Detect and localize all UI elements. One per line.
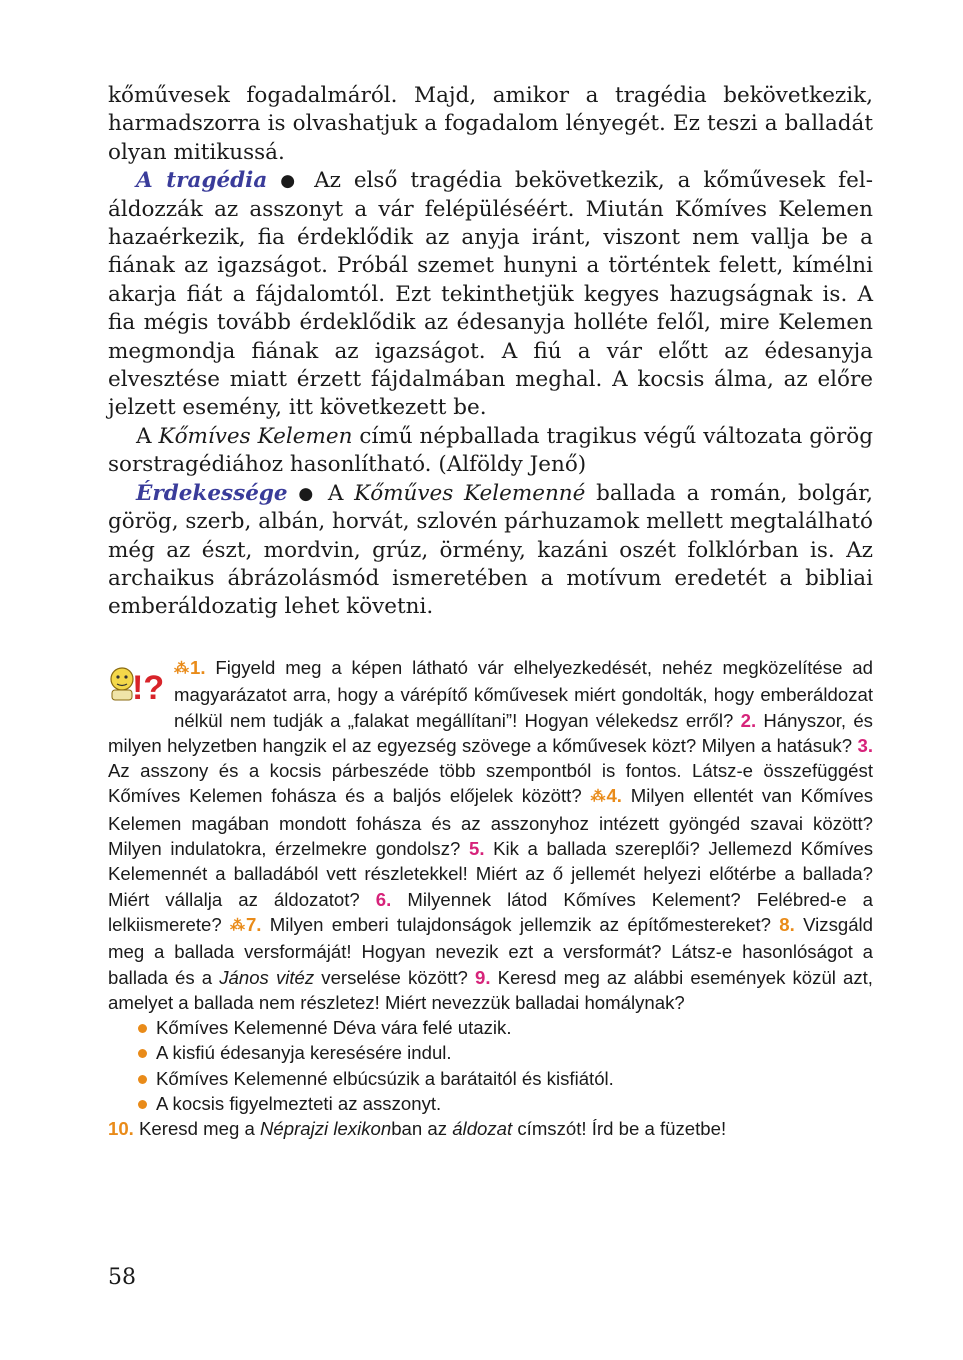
keyword: áldozat (452, 1118, 513, 1140)
task-number: 4. (606, 785, 622, 807)
task-number: 10. (108, 1118, 134, 1140)
task-text: Milyen ellentét van Kőmíves Kelemen magában mondott fohásza és az asszonyhoz intézett gyöngéd szavai között? Milyen indulatokra, érzelmekre gondolsz? (108, 785, 873, 860)
star-icon: ⁂ (174, 660, 187, 677)
task-text: Hányszor, és milyen helyzetben hangzik el az egyezség szövege a kőművesek közt? Milyen a hatásuk? (108, 709, 873, 756)
task-box (108, 655, 873, 1142)
work-title: Kőmíves Kelemen (158, 423, 353, 449)
text-run: A (327, 480, 344, 506)
paragraph (108, 423, 873, 480)
task-text: Milyen emberi tulajdonságok jellemzik az építőmestereket? (269, 913, 771, 935)
task-number: 2. (740, 709, 757, 731)
task-text: Figyeld meg a képen látható vár elhelyezkedését, nehéz megközelítése ad magyarázatot arra, hogy a várépítő kőművesek miért gondolták, hogy emberáldozat nélkül nem tudják a „falakat megállítani”! Hogyan vélekedsz erről? (174, 657, 873, 731)
task-number: 7. (245, 913, 262, 935)
paragraph: kőművesek fogadalmáról. Majd, amikor a tragédia bekövetkezik, harmadszorra is olvashatjuk a fogadalom lényegét. Ez teszi a balladát olyan mitikussá. (108, 83, 873, 165)
task-text: Milyennek látod Kőmíves Kelement? Felébred-e a lelkiismerete? (108, 888, 874, 935)
work-title: János vitéz (219, 966, 315, 988)
bullet-separator: ● (298, 483, 318, 504)
task-text: Keresd meg a (139, 1118, 255, 1140)
list-item: A kisfiú édesanyja keresésére indul. (136, 1040, 873, 1065)
list-item: A kocsis figyelmezteti az asszonyt. (136, 1091, 873, 1116)
task-text: Vizsgáld meg a ballada versformáját! Hogyan nevezik ezt a versformát? Látsz-e hasonlóságot a ballada és a (108, 913, 874, 988)
task-number: 1. (190, 657, 206, 678)
star-icon: ⁂ (590, 788, 604, 806)
work-title: Néprajzi lexikon (259, 1118, 392, 1140)
paragraph (108, 167, 873, 423)
event-list (108, 1015, 873, 1116)
task-text: címszót! Írd be a füzetbe! (517, 1118, 727, 1140)
task-text: Kik a ballada szereplői? Jellemezd Kőmíves Kelemennét a balladából vett részletekkel! Miért az ő jellemét helyezi előtérbe a ballada? Miért vállalja az áldozatot? (108, 838, 874, 910)
tasks-paragraph (108, 655, 873, 1015)
star-icon: ⁂ (229, 916, 243, 934)
bullet-separator: ● (280, 171, 302, 192)
main-text (108, 82, 873, 622)
task-text: ban az (391, 1118, 448, 1140)
task-number: 5. (468, 838, 485, 860)
paragraph (108, 480, 873, 622)
task-text: Az asszony és a kocsis párbeszéde több szempontból is fontos. Látsz-e összefüggést Kőmíves Kelemen fohásza és a baljós előjelek között? (108, 760, 873, 807)
task-number: 9. (475, 966, 491, 988)
tasks-paragraph (108, 1116, 873, 1141)
text-run: című népballada tragikus végű változata görög sorstragédiához hasonlítható. (Alföldy Jenő) (108, 423, 873, 478)
page-number: 58 (108, 1265, 136, 1290)
task-number: 6. (375, 888, 392, 910)
task-number: 8. (779, 913, 795, 935)
text-run: A (136, 423, 152, 449)
task-text: Keresd meg az alábbi események közül azt, amelyet a ballada nem részletez! Miért nevezzük balladai homálynak? (108, 966, 873, 1013)
text-run: ballada a román, bolgár, görög, szerb, albán, horvát, szlovén párhuzamok mellett megtalálható még az észt, mordvin, grúz, örmény, kazáni oszét folklórban is. Az archaikus ábrázolásmód ismeretében a motívum eredetét a bibliai emberáldozatig lehet követni. (108, 480, 873, 620)
task-number: 3. (857, 734, 873, 756)
work-title: Kőműves Kelemenné (354, 480, 586, 506)
task-text: verselése között? (321, 966, 468, 988)
list-item: Kőmíves Kelemenné elbúcsúzik a barátaitól és kisfiától. (136, 1066, 873, 1091)
icon-glyph: !? (132, 669, 165, 707)
list-item: Kőmíves Kelemenné Déva vára felé utazik. (136, 1015, 873, 1040)
section-heading: A tragédia (136, 168, 268, 194)
section-heading: Érdekessége (136, 480, 288, 506)
paragraph-text: Az első tragédia bekövetkezik, a kőművesek feláldozzák az asszonyt a vár felépüléséért. Miután Kőmíves Kelemen hazaérkezik, fia érdeklődik az anyja iránt, viszont nem vallja be a fiának az igazságot. Próbál szemet hunyni a történtek felett, kímélni akarja fiát a fájdalomtól. Ezt tekinthetjük kegyes hazugságnak is. A fia mégis tovább érdeklődik az édesanyja holléte felől, mire Kelemen megmondja fiának az igazságot. A fiú a vár előtt az édesanyja elvesztése miatt érzett fájdalmában meghal. A kocsis álma, az előre jelzett esemény, itt következett be. (108, 168, 873, 421)
question-exclamation-icon (106, 657, 168, 709)
